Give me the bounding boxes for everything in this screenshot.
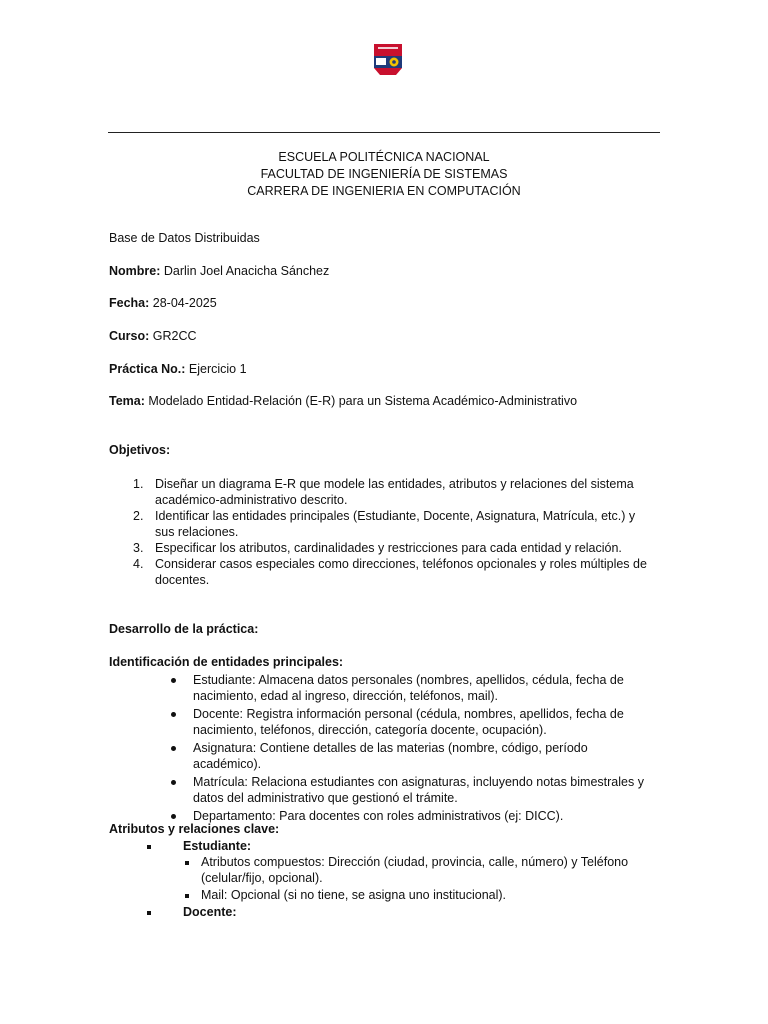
atributos-heading — [109, 822, 279, 836]
item-line: Matrícula: Relaciona estudiantes con asignaturas, incluyendo notas bimestrales y — [193, 775, 644, 789]
subsection-label: Estudiante: — [183, 839, 252, 853]
list-item — [109, 774, 659, 806]
square-bullet-icon — [147, 911, 151, 915]
field-label: Tema: — [109, 394, 145, 408]
field-nombre — [109, 264, 329, 278]
bullet-icon — [171, 678, 176, 683]
field-practica — [109, 362, 247, 376]
estudiante-sub-2 — [201, 887, 506, 903]
item-line: datos del administrativo que gestionó el trámite. — [193, 791, 458, 805]
item-line: Docente: Registra información personal (cédula, nombres, apellidos, fecha de — [193, 707, 624, 721]
list-item — [109, 508, 659, 540]
list-item — [109, 672, 659, 704]
entidades-heading — [109, 655, 343, 669]
item-line: Atributos compuestos: Dirección (ciudad, provincia, calle, número) y Teléfono — [201, 855, 629, 869]
item-line: Mail: Opcional (si no tiene, se asigna uno institucional). — [201, 888, 507, 902]
header-line-1: ESCUELA POLITÉCNICA NACIONAL — [278, 150, 490, 164]
field-label: Curso: — [109, 329, 150, 343]
field-curso — [109, 329, 197, 343]
field-value: Modelado Entidad-Relación (E-R) para un Sistema Académico-Administrativo — [144, 394, 578, 408]
list-item — [109, 540, 659, 556]
list-item — [109, 706, 659, 738]
subsection-label: Docente: — [183, 905, 237, 919]
field-tema — [109, 394, 577, 408]
subject-name: Base de Datos Distribuidas — [109, 231, 260, 245]
item-line: Especificar los atributos, cardinalidades y restricciones para cada entidad y relación. — [155, 541, 622, 555]
square-bullet-icon — [185, 861, 189, 865]
objetivos-heading — [109, 443, 170, 457]
field-label: Fecha: — [109, 296, 150, 310]
item-number: 4. — [133, 557, 144, 571]
section-heading: Atributos y relaciones clave: — [109, 822, 280, 836]
item-line: académico). — [193, 757, 262, 771]
item-line: (celular/fijo, opcional). — [201, 871, 323, 885]
desarrollo-heading — [109, 622, 258, 636]
section-heading: Identificación de entidades principales: — [109, 655, 344, 669]
bullet-icon — [171, 814, 176, 819]
item-number: 3. — [133, 541, 144, 555]
square-bullet-icon — [185, 894, 189, 898]
item-line: Asignatura: Contiene detalles de las materias (nombre, código, período — [193, 741, 588, 755]
item-line: nacimiento, teléfonos, dirección, categoría docente, ocupación). — [193, 723, 547, 737]
item-line: Identificar las entidades principales (Estudiante, Docente, Asignatura, Matrícula, etc.) y — [155, 509, 636, 523]
item-line: Estudiante: Almacena datos personales (nombres, apellidos, cédula, fecha de — [193, 673, 624, 687]
item-line: sus relaciones. — [155, 525, 239, 539]
estudiante-label — [183, 838, 251, 854]
institution-header — [108, 149, 660, 200]
section-heading: Objetivos: — [109, 443, 171, 457]
bullet-icon — [171, 746, 176, 751]
item-line: académico-administrativo descrito. — [155, 493, 348, 507]
header-rule — [108, 132, 660, 133]
bullet-icon — [171, 712, 176, 717]
list-item — [109, 740, 659, 772]
header-line-2: FACULTAD DE INGENIERÍA DE SISTEMAS — [260, 167, 508, 181]
item-line: docentes. — [155, 573, 210, 587]
item-number: 1. — [133, 477, 144, 491]
objetivos-list — [109, 476, 659, 588]
section-heading: Desarrollo de la práctica: — [109, 622, 259, 636]
item-line: nacimiento, edad al ingreso, dirección, teléfonos, mail). — [193, 689, 499, 703]
entidades-list — [109, 672, 659, 824]
field-value: Ejercicio 1 — [185, 362, 247, 376]
square-bullet-icon — [147, 845, 151, 849]
list-item — [109, 556, 659, 588]
field-label: Nombre: — [109, 264, 161, 278]
item-line: Considerar casos especiales como direcciones, teléfonos opcionales y roles múltiples de — [155, 557, 647, 571]
item-line: Diseñar un diagrama E-R que modele las entidades, atributos y relaciones del sistema — [155, 477, 634, 491]
field-label: Práctica No.: — [109, 362, 186, 376]
list-item — [109, 476, 659, 508]
field-value: Darlin Joel Anacicha Sánchez — [160, 264, 330, 278]
bullet-icon — [171, 780, 176, 785]
item-number: 2. — [133, 509, 144, 523]
header-line-3: CARRERA DE INGENIERIA EN COMPUTACIÓN — [247, 184, 521, 198]
field-fecha — [109, 296, 217, 310]
docente-label — [183, 904, 236, 920]
field-value: 28-04-2025 — [149, 296, 217, 310]
field-value: GR2CC — [149, 329, 197, 343]
university-logo — [370, 42, 406, 78]
estudiante-sub-1 — [201, 854, 628, 886]
item-line: Departamento: Para docentes con roles administrativos (ej: DICC). — [193, 809, 564, 823]
